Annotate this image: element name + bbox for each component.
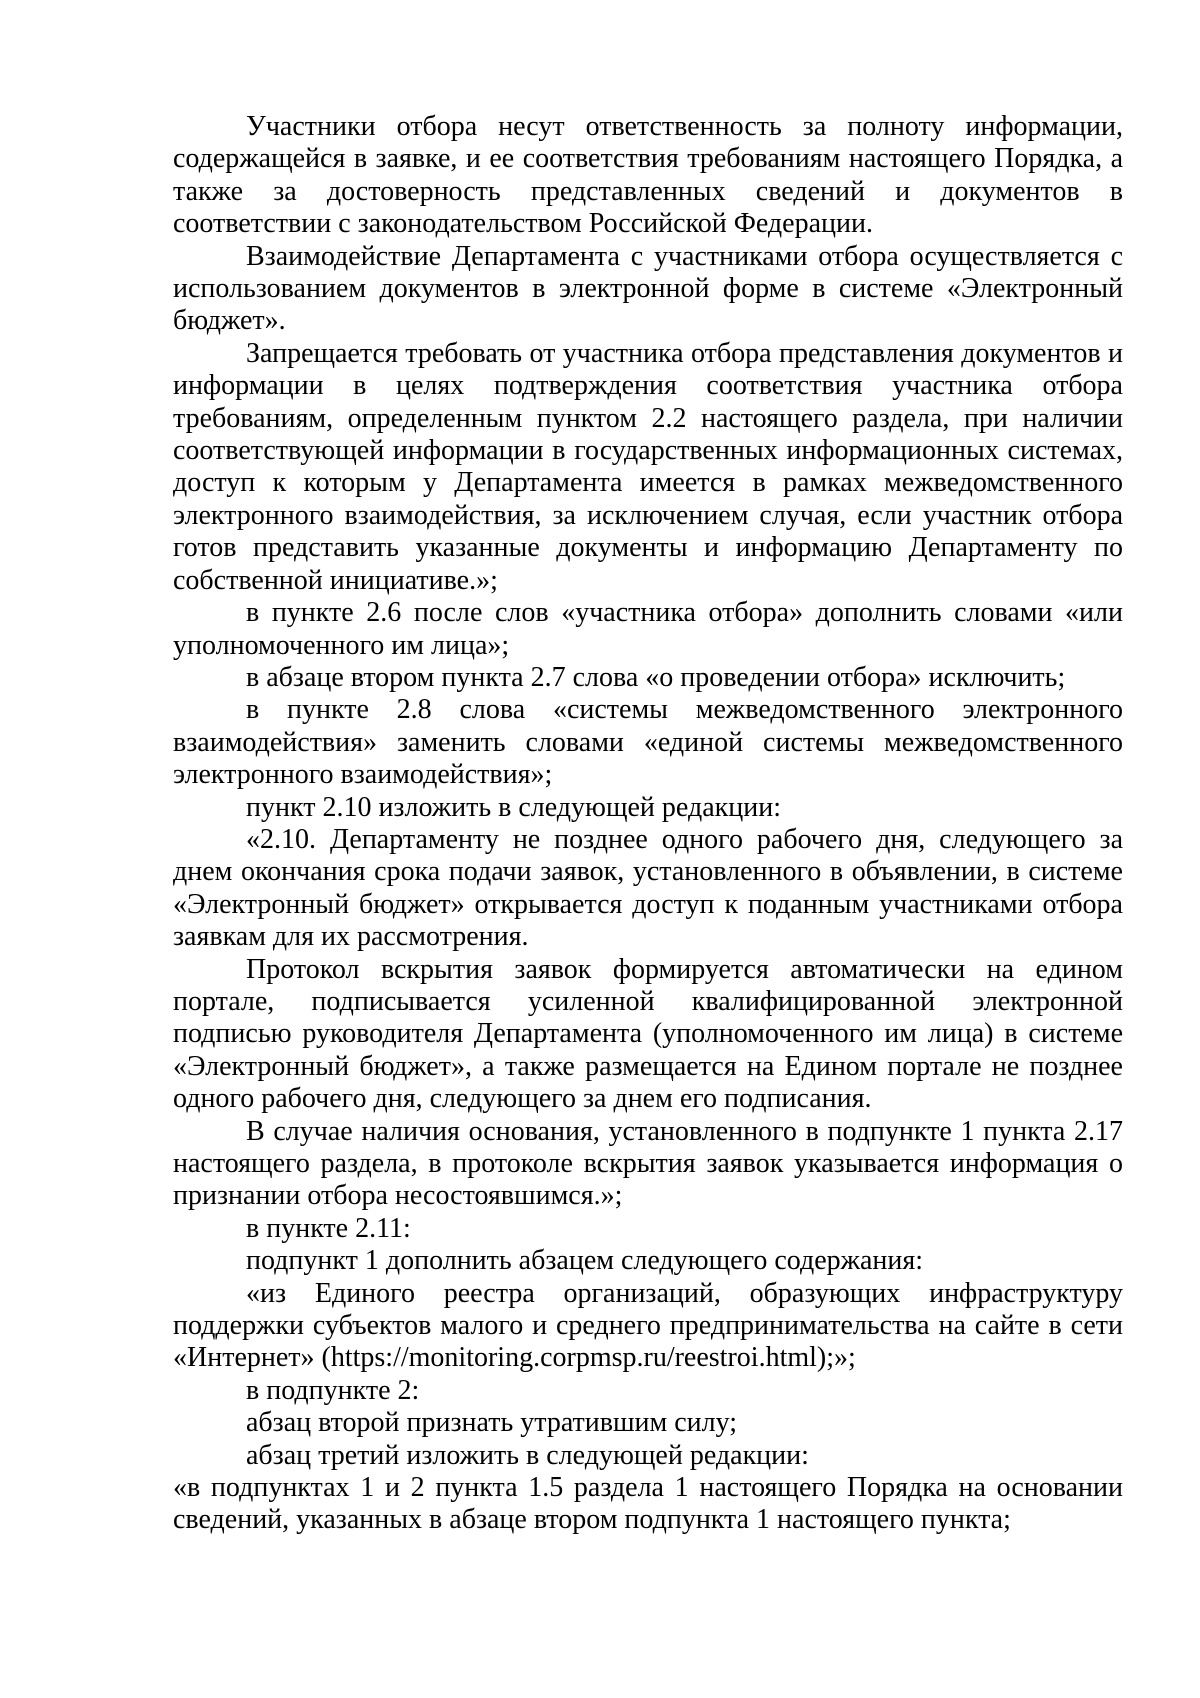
paragraph-amendment-2-6: в пункте 2.6 после слов «участника отбора» дополнить словами «или уполномоченного им лица»; bbox=[173, 597, 1123, 661]
paragraph-document-request-prohibition: Запрещается требовать от участника отбора представления документов и информации в целях подтверждения соответствия участника отбора требованиям, определенным пунктом 2.2 настоящего раздела, при наличии соответствующей информации в государственных информационных системах, доступ к которым у Департамента имеется в рамках межведомственного электронного взаимодействия, за исключением случая, если участник отбора готов представить указанные документы и информацию Департаменту по собственной инициативе.»; bbox=[173, 337, 1123, 596]
paragraph-third-abzac-intro: абзац третий изложить в следующей редакции: bbox=[246, 1439, 809, 1471]
paragraph-amendment-2-10-intro: пункт 2.10 изложить в следующей редакции: bbox=[246, 791, 781, 823]
paragraph-failed-selection: В случае наличия основания, установленного в подпункте 1 пункта 2.17 настоящего раздела, в протоколе вскрытия заявок указывается информация о признании отбора несостоявшимся.»; bbox=[173, 1115, 1123, 1212]
paragraph-subitem-2: в подпункте 2: bbox=[246, 1374, 420, 1406]
paragraph-subitem-1: подпункт 1 дополнить абзацем следующего содержания: bbox=[246, 1245, 924, 1277]
paragraph-third-abzac-text: «в подпунктах 1 и 2 пункта 1.5 раздела 1 настоящего Порядка на основании сведений, указанных в абзаце втором подпункта 1 настоящего пункта; bbox=[173, 1472, 1123, 1536]
paragraph-electronic-interaction: Взаимодействие Департамента с участниками отбора осуществляется с использованием документов в электронной форме в системе «Электронный бюджет». bbox=[173, 240, 1123, 337]
paragraph-amendment-2-11: в пункте 2.11: bbox=[246, 1212, 411, 1244]
paragraph-registry-source: «из Единого реестра организаций, образующих инфраструктуру поддержки субъектов малого и среднего предпринимательства на сайте в сети «Интернет» (https://monitoring.corpmsp.ru/reestroi.html);»; bbox=[173, 1277, 1123, 1374]
paragraph-amendment-2-7: в абзаце втором пункта 2.7 слова «о проведении отбора» исключить; bbox=[246, 661, 1066, 693]
paragraph-participant-responsibility: Участники отбора несут ответственность за полноту информации, содержащейся в заявке, и ее соответствия требованиям настоящего Порядка, а также за достоверность представленных сведений и документов в соответствии с законодательством Российской Федерации. bbox=[173, 111, 1123, 240]
paragraph-2-10-text: «2.10. Департаменту не позднее одного рабочего дня, следующего за днем окончания срока подачи заявок, установленного в объявлении, в системе «Электронный бюджет» открывается доступ к поданным участниками отбора заявкам для их рассмотрения. bbox=[173, 823, 1123, 953]
paragraph-opening-protocol: Протокол вскрытия заявок формируется автоматически на едином портале, подписывается усиленной квалифицированной электронной подписью руководителя Департамента (уполномоченного им лица) в системе «Электронный бюджет», а также размещается на Едином портале не позднее одного рабочего дня, следующего за днем его подписания. bbox=[173, 953, 1123, 1115]
paragraph-second-abzac-void: абзац второй признать утратившим силу; bbox=[246, 1407, 738, 1439]
document-body bbox=[173, 111, 1123, 1537]
paragraph-amendment-2-8: в пункте 2.8 слова «системы межведомственного электронного взаимодействия» заменить словами «единой системы межведомственного электронного взаимодействия»; bbox=[173, 694, 1123, 791]
